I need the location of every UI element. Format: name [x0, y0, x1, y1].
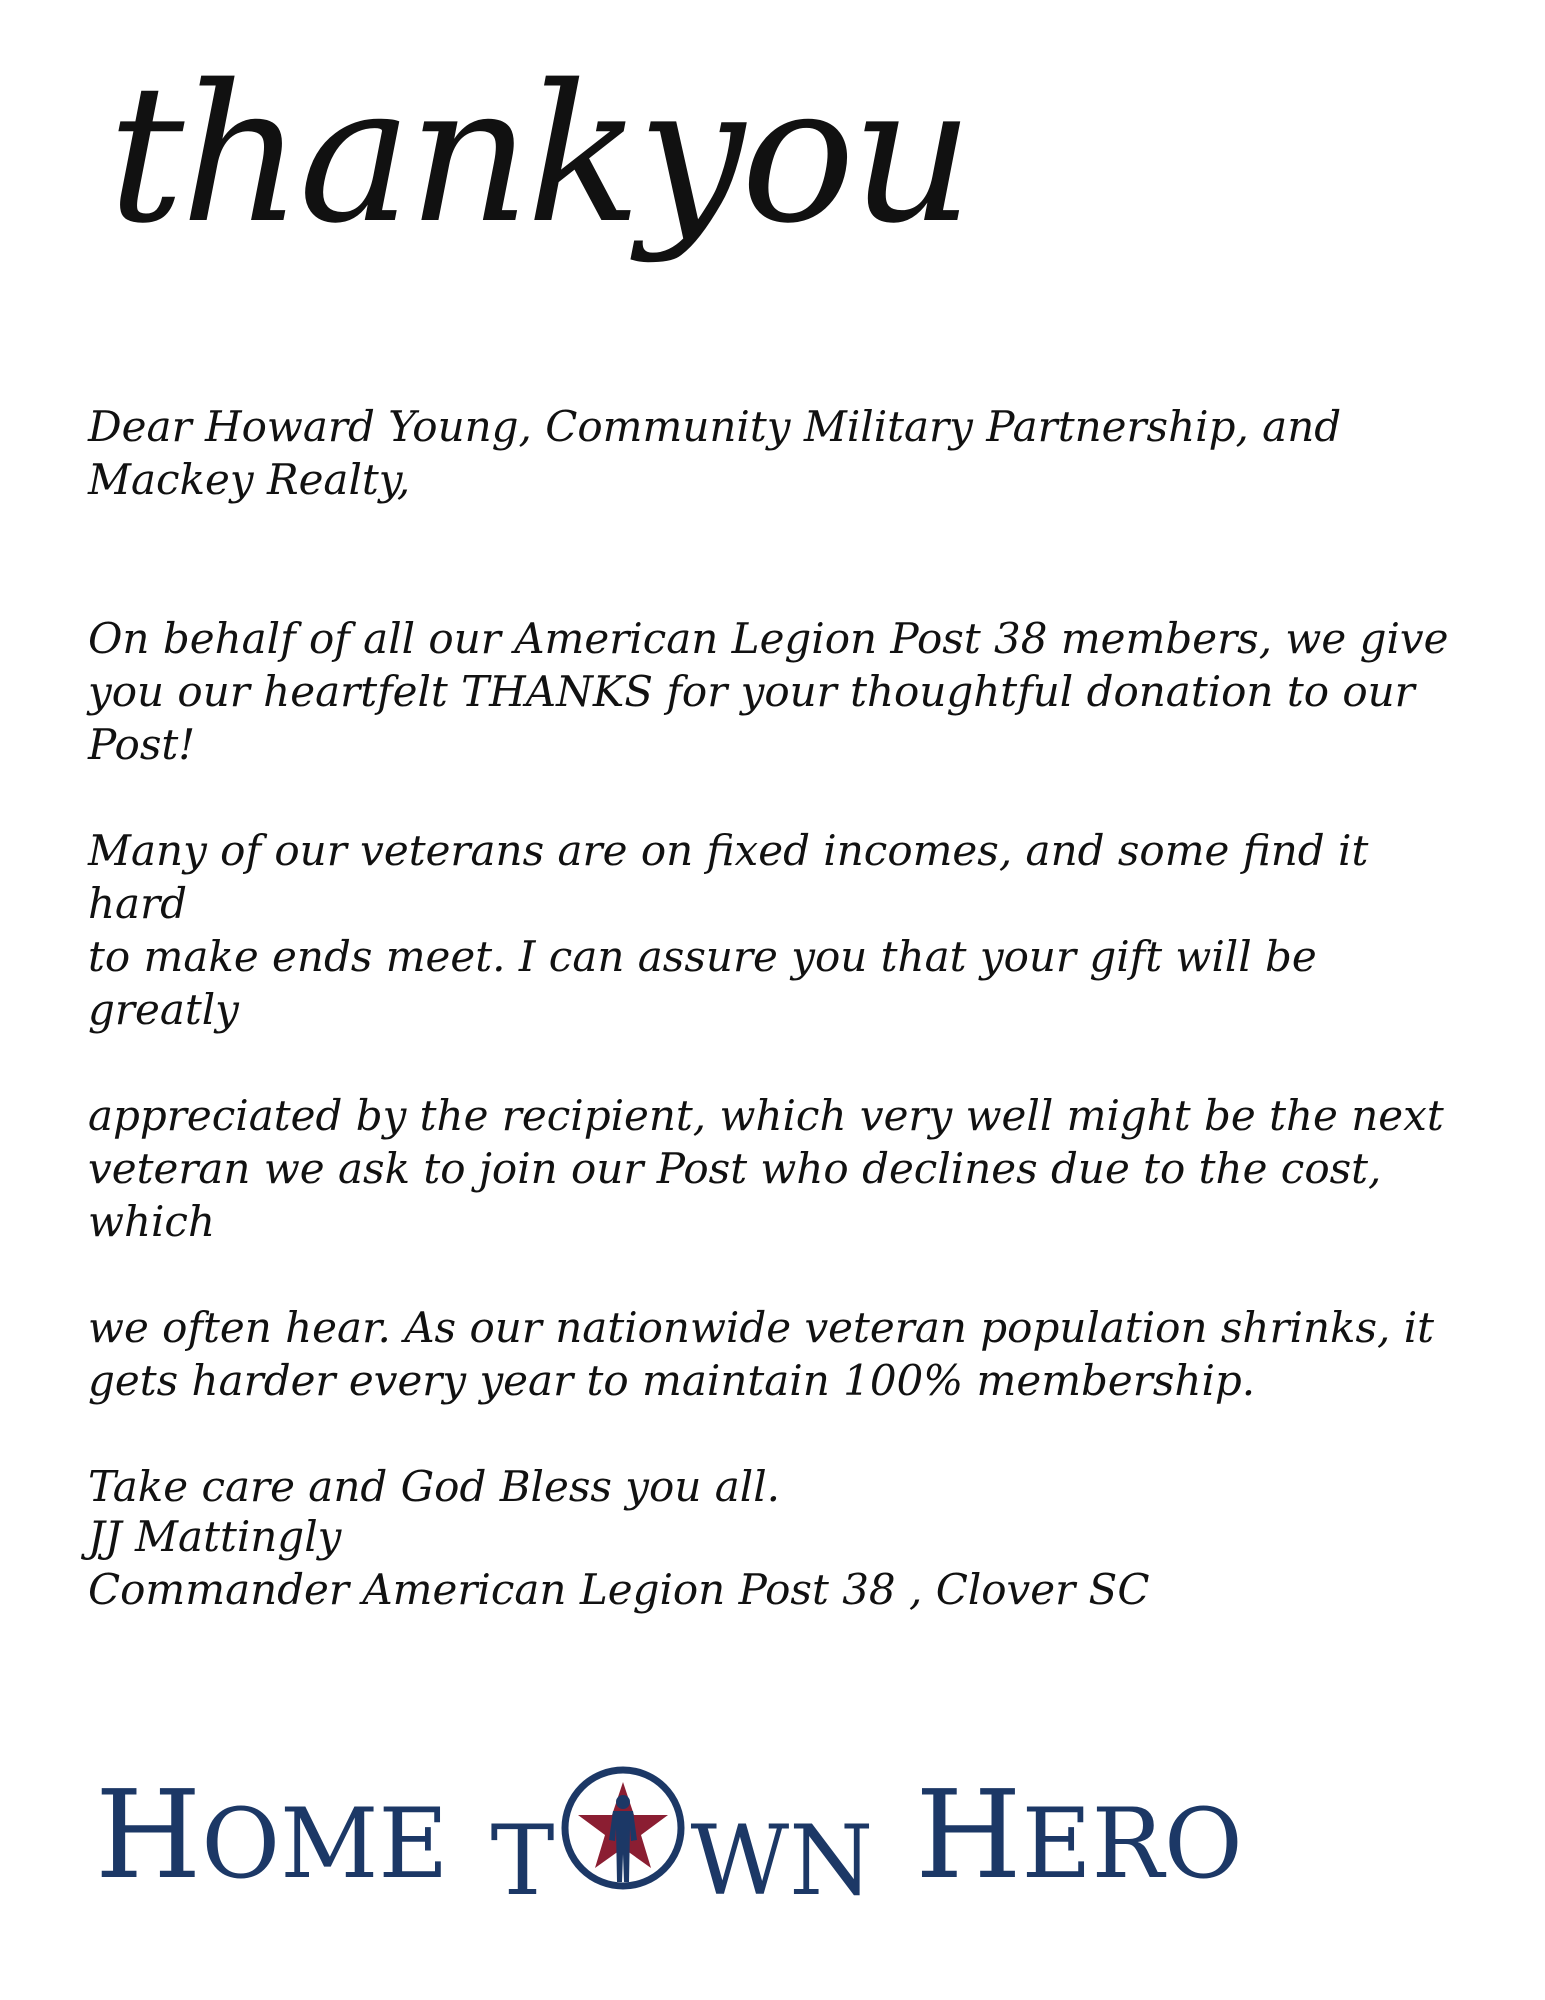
letter-body [88, 400, 1468, 1513]
letter-paragraph: appreciated by the recipient, which very well might be the next veteran we ask to join our Post who declines due to the cost, which [88, 1091, 1444, 1246]
letter-paragraph: Many of our veterans are on fixed incomes, and some find it hard to make ends meet. I can assure you that your gift will be greatly [88, 826, 1369, 1034]
signer-title: Commander American Legion Post 38 , Clover SC [88, 1565, 1150, 1614]
letter-paragraph: On behalf of all our American Legion Post 38 members, we give you our heartfelt THANKS for your thoughtful donation to our Post! [88, 614, 1449, 769]
thankyou-heading: thankyou [108, 44, 970, 265]
logo-word-home: H OME [95, 1764, 449, 1906]
hometown-hero-logo [95, 1764, 1455, 1917]
closing-line: Take care and God Bless you all. [88, 1462, 780, 1511]
letter-paragraph: we often hear. As our nationwide veteran population shrinks, it gets harder every year to maintain 100% membership. [88, 1303, 1435, 1405]
logo-word-hero: H ERO [915, 1764, 1243, 1906]
signature-block [88, 1510, 1149, 1616]
star-soldier-icon [557, 1762, 689, 1894]
logo-word-town: T WN [490, 1762, 873, 1909]
signer-name: JJ Mattingly [88, 1512, 342, 1561]
salutation: Dear Howard Young, Community Military Partnership, and Mackey Realty, [88, 402, 1342, 504]
